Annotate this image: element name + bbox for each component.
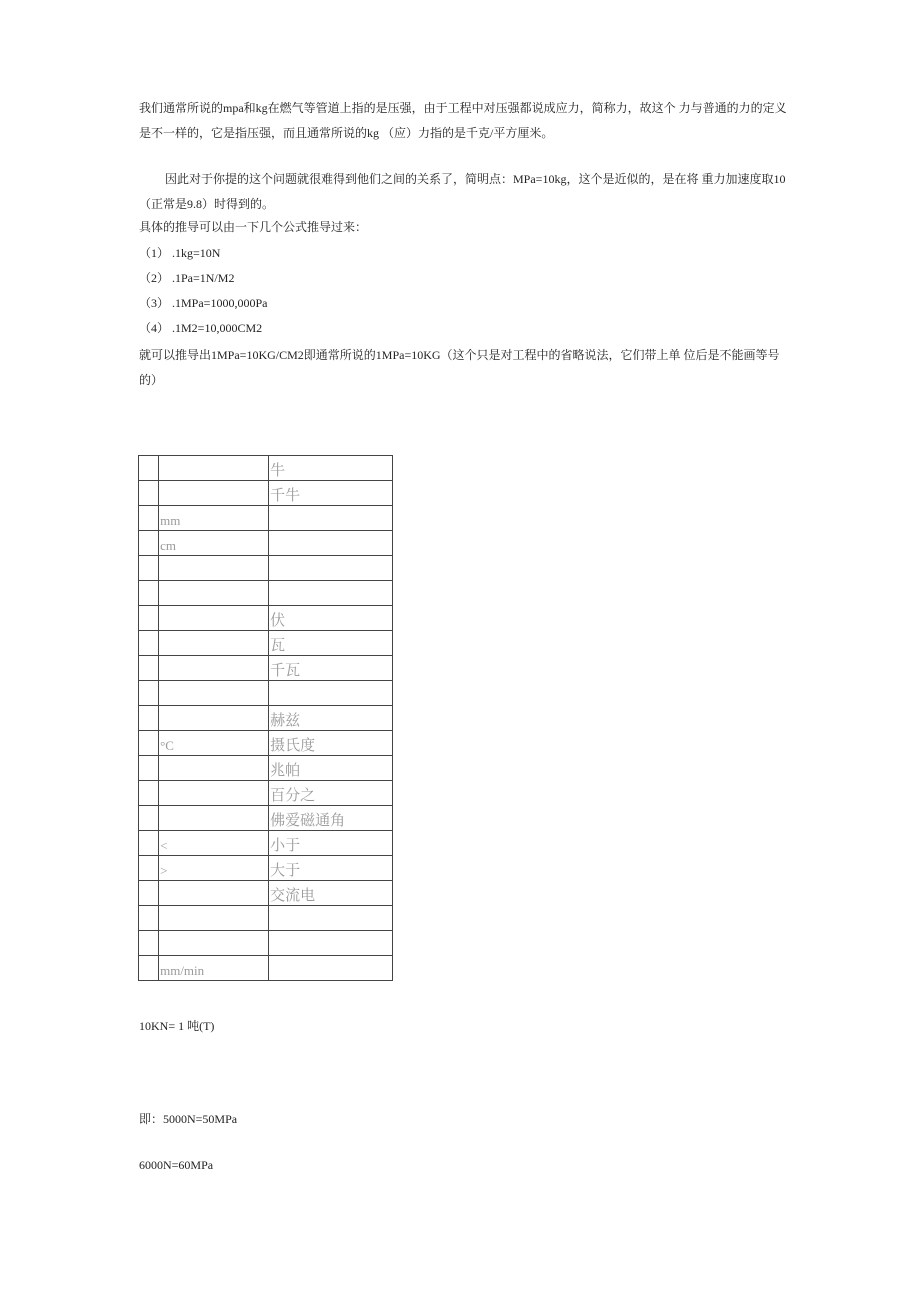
- table-row: [139, 906, 393, 931]
- table-cell-symbol: [159, 606, 269, 631]
- table-cell-symbol: [159, 806, 269, 831]
- table-cell-symbol: [159, 631, 269, 656]
- table-cell-symbol: [159, 756, 269, 781]
- table-cell-name: 小于: [269, 831, 393, 856]
- table-row: [139, 506, 393, 531]
- table-row: [139, 956, 393, 981]
- table-cell-name: [269, 931, 393, 956]
- table-row: [139, 806, 393, 831]
- table-cell-blank: [139, 781, 159, 806]
- formula-line: （2） .1Pa=1N/M2: [139, 271, 235, 285]
- table-row: [139, 631, 393, 656]
- table-cell-blank: [139, 881, 159, 906]
- table-cell-name: [269, 556, 393, 581]
- table-cell-symbol: cm: [159, 531, 269, 556]
- table-row: [139, 706, 393, 731]
- table-cell-name: 大于: [269, 856, 393, 881]
- table-cell-blank: [139, 481, 159, 506]
- table-cell-symbol: mm: [159, 506, 269, 531]
- table-cell-name: [269, 906, 393, 931]
- paragraph-pressure-definition: 我们通常所说的mpa和kg在燃气等管道上指的是压强，由于工程中对压强都说成应力，简称力，故这个 力与普通的力的定义是不一样的，它是指压强，而且通常所说的kg （应）力指的是千克/平方厘米。: [139, 101, 787, 140]
- table-cell-symbol: [159, 781, 269, 806]
- table-cell-blank: [139, 581, 159, 606]
- table-cell-name: [269, 506, 393, 531]
- table-cell-name: 兆帕: [269, 756, 393, 781]
- table-row: [139, 681, 393, 706]
- table-cell-name: 佛爱磁通角: [269, 806, 393, 831]
- table-cell-blank: [139, 731, 159, 756]
- formula-line: （4） .1M2=10,000CM2: [139, 321, 263, 335]
- table-cell-blank: [139, 706, 159, 731]
- table-cell-blank: [139, 906, 159, 931]
- table-cell-name: 伏: [269, 606, 393, 631]
- table-cell-symbol: >: [159, 856, 269, 881]
- table-cell-blank: [139, 531, 159, 556]
- formula-line: （3） .1MPa=1000,000Pa: [139, 296, 268, 310]
- table-cell-name: [269, 531, 393, 556]
- table-cell-name: 瓦: [269, 631, 393, 656]
- table-cell-name: 千牛: [269, 481, 393, 506]
- table-row: [139, 481, 393, 506]
- table-cell-symbol: [159, 581, 269, 606]
- table-cell-name: [269, 681, 393, 706]
- footer-example-5000: 即：5000N=50MPa: [139, 1112, 238, 1126]
- table-cell-symbol: [159, 556, 269, 581]
- table-cell-name: [269, 581, 393, 606]
- table-cell-blank: [139, 556, 159, 581]
- table-cell-blank: [139, 656, 159, 681]
- paragraph-conclusion: 就可以推导出1MPa=10KG/CM2即通常所说的1MPa=10KG（这个只是对工程中的省略说法，它们带上单 位后是不能画等号的）: [139, 348, 780, 387]
- table-cell-blank: [139, 856, 159, 881]
- table-cell-blank: [139, 631, 159, 656]
- table-cell-blank: [139, 806, 159, 831]
- table-cell-symbol: °C: [159, 731, 269, 756]
- table-cell-symbol: mm/min: [159, 956, 269, 981]
- table-cell-name: 交流电: [269, 881, 393, 906]
- table-cell-symbol: [159, 456, 269, 481]
- unit-table-body: [139, 456, 393, 981]
- table-row: [139, 731, 393, 756]
- table-row: [139, 531, 393, 556]
- table-cell-symbol: [159, 481, 269, 506]
- table-cell-symbol: [159, 656, 269, 681]
- table-cell-name: 牛: [269, 456, 393, 481]
- table-row: [139, 781, 393, 806]
- table-cell-symbol: [159, 881, 269, 906]
- table-cell-name: 百分之: [269, 781, 393, 806]
- table-row: [139, 931, 393, 956]
- table-row: [139, 831, 393, 856]
- table-row: [139, 881, 393, 906]
- table-cell-name: 赫兹: [269, 706, 393, 731]
- table-cell-blank: [139, 506, 159, 531]
- table-cell-symbol: [159, 681, 269, 706]
- table-cell-blank: [139, 956, 159, 981]
- table-row: [139, 581, 393, 606]
- footer-ton-conversion: 10KN= 1 吨(T): [139, 1019, 215, 1033]
- table-cell-blank: [139, 456, 159, 481]
- table-row: [139, 756, 393, 781]
- footer-example-6000: 6000N=60MPa: [139, 1158, 214, 1172]
- table-row: [139, 606, 393, 631]
- table-cell-name: 千瓦: [269, 656, 393, 681]
- table-cell-name: 摄氏度: [269, 731, 393, 756]
- table-cell-symbol: [159, 706, 269, 731]
- unit-table: [138, 455, 393, 981]
- table-row: [139, 656, 393, 681]
- table-row: [139, 556, 393, 581]
- formula-line: （1） .1kg=10N: [139, 246, 221, 260]
- table-cell-symbol: [159, 931, 269, 956]
- paragraph-approximation: 因此对于你提的这个问题就很难得到他们之间的关系了，简明点：MPa=10kg，这个是近似的，是在将 重力加速度取10 （正常是9.8）时得到的。: [139, 172, 786, 211]
- table-cell-symbol: [159, 906, 269, 931]
- table-cell-blank: [139, 931, 159, 956]
- table-cell-name: [269, 956, 393, 981]
- table-row: [139, 856, 393, 881]
- table-cell-blank: [139, 831, 159, 856]
- table-cell-blank: [139, 606, 159, 631]
- table-cell-blank: [139, 681, 159, 706]
- table-cell-symbol: <: [159, 831, 269, 856]
- table-cell-blank: [139, 756, 159, 781]
- derivation-intro: 具体的推导可以由一下几个公式推导过来：: [139, 220, 368, 234]
- table-row: [139, 456, 393, 481]
